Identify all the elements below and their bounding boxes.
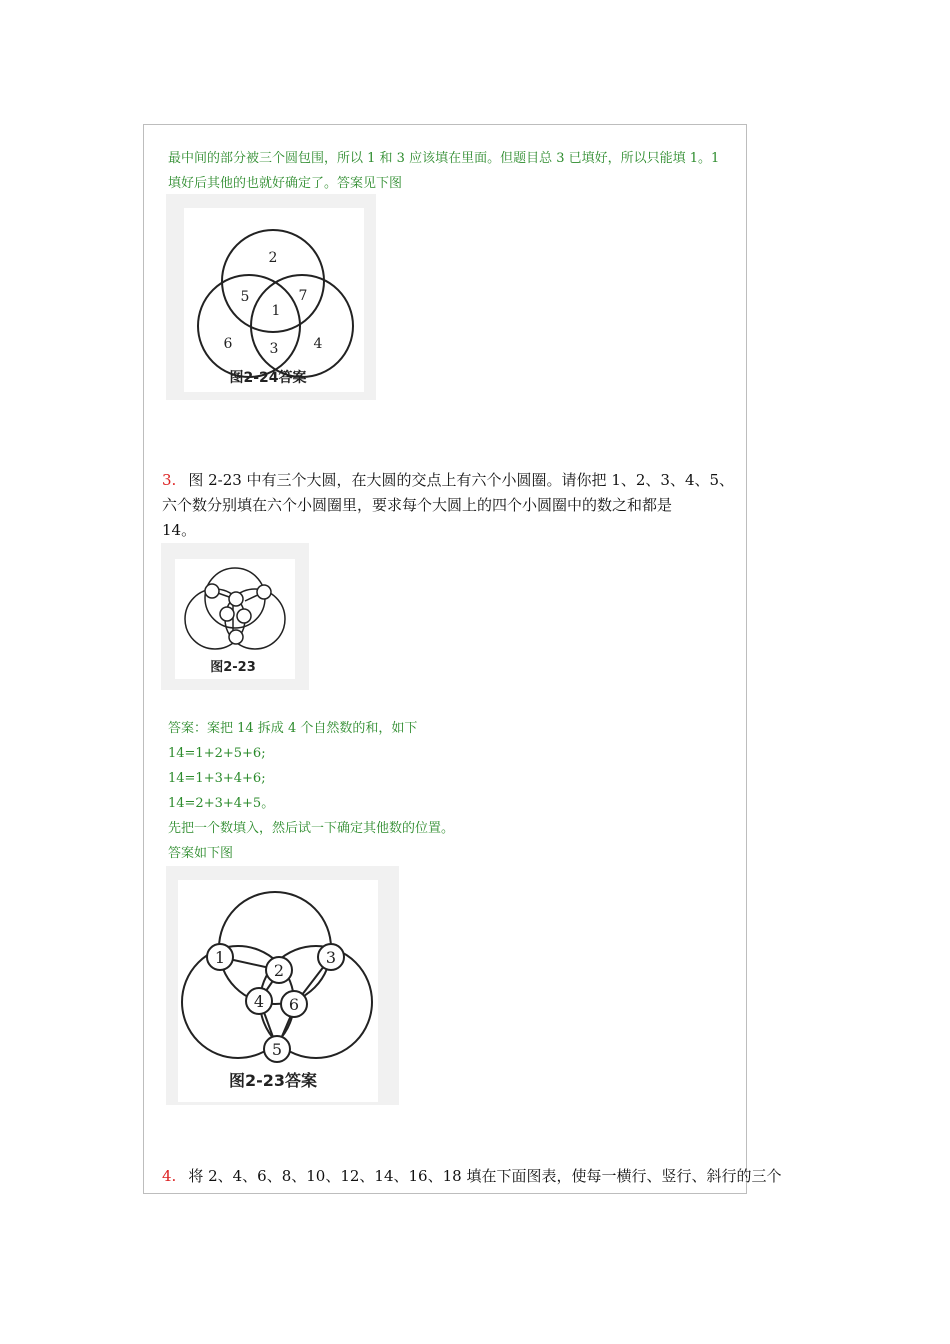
circle-number: 1 [214, 948, 226, 967]
question-3 [162, 468, 762, 543]
circles-diagram-small [175, 559, 295, 679]
question-4-line-1: 将 2、4、6、8、10、12、14、16、18 填在下面图表，使每一横行、竖行、斜行的三个 [188, 1167, 782, 1185]
answer-line-2: 14=1+2+5+6; [168, 746, 266, 761]
circle-number: 3 [325, 948, 337, 967]
figure-caption: 图2-24答案 [229, 370, 307, 386]
circle-number: 2 [273, 961, 285, 980]
venn-number: 3 [269, 341, 279, 357]
figure-caption: 图2-23 [210, 660, 256, 675]
venn-number: 7 [298, 288, 308, 304]
figure-2-23-answer [166, 866, 399, 1105]
circles-diagram-answer [178, 880, 378, 1102]
venn-number: 6 [223, 336, 233, 352]
question-number: 3. [162, 471, 177, 489]
circle-number: 4 [253, 992, 265, 1011]
venn-number: 2 [268, 250, 278, 266]
question-3-line-2: 六个数分别填在六个小圆圈里，要求每个大圆上的四个小圆圈中的数之和都是 [162, 496, 673, 514]
venn-number: 5 [240, 289, 250, 305]
question-4 [162, 1164, 782, 1189]
venn-number: 1 [271, 303, 281, 319]
figure-2-24-answer [166, 194, 376, 400]
venn-diagram [184, 208, 364, 392]
answer-line-6: 答案如下图 [168, 846, 234, 861]
figure-2-23 [161, 543, 309, 690]
circle-number: 5 [271, 1040, 283, 1059]
venn-number: 4 [313, 336, 323, 352]
question-3-line-3: 14。 [162, 521, 197, 539]
intro-line-2: 填好后其他的也就好确定了。答案见下图 [168, 176, 403, 191]
intro-line-1: 最中间的部分被三个圆包围，所以 1 和 3 应该填在里面。但题目总 3 已填好，所以只能填 1。1 [168, 151, 720, 166]
answer-line-5: 先把一个数填入，然后试一下确定其他数的位置。 [168, 821, 455, 836]
figure-caption: 图2-23答案 [228, 1071, 318, 1090]
answer-line-1: 答案：案把 14 拆成 4 个自然数的和，如下 [168, 721, 418, 736]
question-3-line-1: 图 2-23 中有三个大圆，在大圆的交点上有六个小圆圈。请你把 1、2、3、4、5、 [188, 471, 735, 489]
question-number: 4. [162, 1167, 177, 1185]
answer-line-3: 14=1+3+4+6; [168, 771, 266, 786]
circle-number: 6 [288, 995, 300, 1014]
answer-line-4: 14=2+3+4+5。 [168, 796, 275, 811]
